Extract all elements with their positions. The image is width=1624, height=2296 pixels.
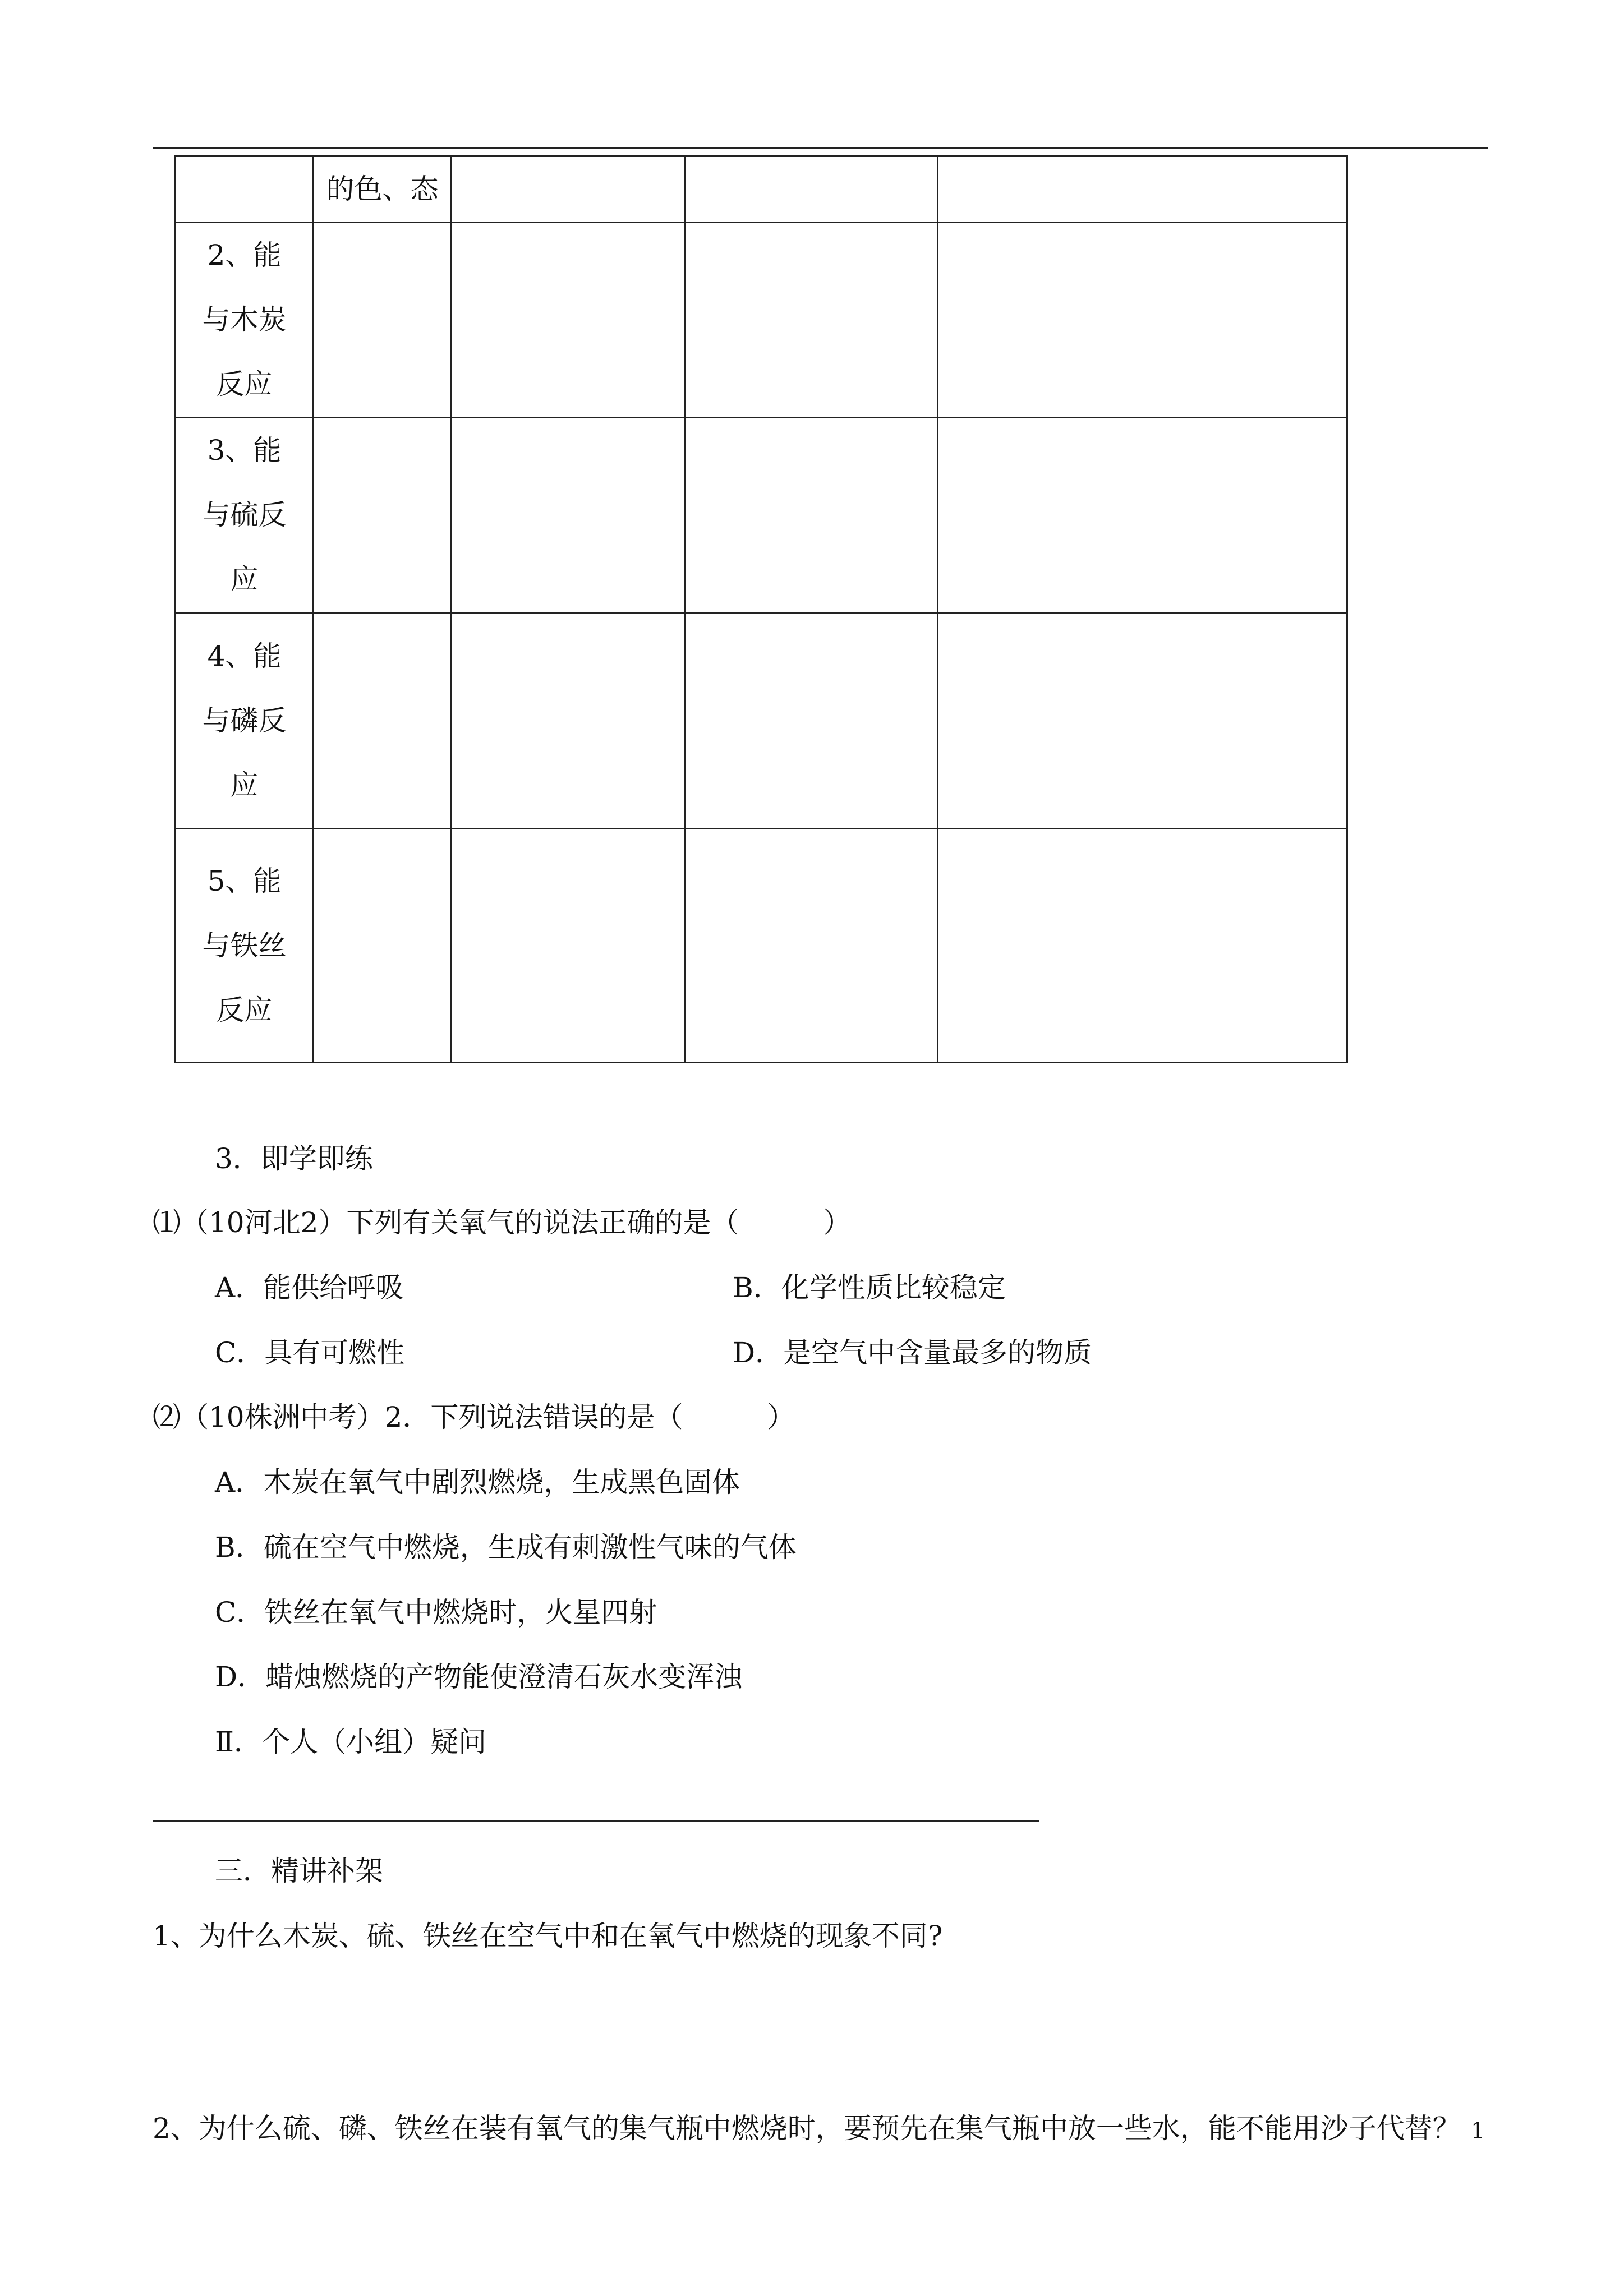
personal-questions-heading: Ⅱ．个人（小组）疑问 (215, 1726, 486, 1758)
row-label-charcoal: 2、能与木炭反应 (176, 223, 314, 418)
row-label-sulfur: 3、能与硫反应 (176, 418, 314, 613)
table-row (176, 223, 1347, 418)
explain-heading: 三．精讲补架 (215, 1855, 383, 1887)
table-cell (685, 829, 938, 1063)
table-cell (452, 418, 685, 613)
table-cell (938, 613, 1347, 829)
table-cell (452, 613, 685, 829)
question-2-option-d: D．蜡烛燃烧的产物能使澄清石灰水变浑浊 (215, 1661, 743, 1693)
question-2-option-a: A．木炭在氧气中剧烈燃烧，生成黑色固体 (215, 1466, 740, 1499)
table-cell (685, 418, 938, 613)
table-row (176, 418, 1347, 613)
table-cell (938, 156, 1347, 223)
table-cell (314, 418, 452, 613)
page-number: 1 (1471, 2118, 1485, 2144)
table-cell (685, 613, 938, 829)
row-label-iron-wire: 5、能与铁丝反应 (176, 829, 314, 1063)
table-cell (452, 829, 685, 1063)
question-1-stem: ⑴（10河北2）下列有关氧气的说法正确的是（ ） (153, 1206, 852, 1239)
table-row (176, 613, 1347, 829)
table-cell (938, 223, 1347, 418)
table-row (176, 829, 1347, 1063)
table-cell (685, 223, 938, 418)
table-cell (938, 829, 1347, 1063)
question-2-option-c: C．铁丝在氧气中燃烧时，火星四射 (215, 1596, 657, 1629)
question-1-option-d: D．是空气中含量最多的物质 (733, 1336, 1092, 1369)
question-1-option-c: C．具有可燃性 (215, 1336, 405, 1369)
question-1-option-b: B．化学性质比较稳定 (733, 1271, 1006, 1304)
question-1-option-a: A．能供给呼吸 (215, 1271, 404, 1304)
practice-heading: 3．即学即练 (215, 1142, 373, 1175)
table-cell: 的色、态 (314, 156, 452, 223)
table-cell (452, 156, 685, 223)
table-cell (176, 156, 314, 223)
answer-line (153, 1820, 1039, 1822)
table-cell (452, 223, 685, 418)
question-2-stem: ⑵（10株洲中考）2．下列说法错误的是（ ） (153, 1401, 795, 1433)
table-cell (314, 613, 452, 829)
explain-question-2: 2、为什么硫、磷、铁丝在装有氧气的集气瓶中燃烧时，要预先在集气瓶中放一些水，能不能用沙子代替？ (153, 2112, 1461, 2145)
row-label-phosphorus: 4、能与磷反应 (176, 613, 314, 829)
table-cell (314, 829, 452, 1063)
table-cell (938, 418, 1347, 613)
table-cell (685, 156, 938, 223)
explain-question-1: 1、为什么木炭、硫、铁丝在空气中和在氧气中燃烧的现象不同? (153, 1920, 943, 1952)
question-2-option-b: B．硫在空气中燃烧，生成有刺激性气味的气体 (215, 1531, 797, 1564)
table-row (176, 156, 1347, 223)
header-rule (153, 147, 1488, 149)
table-cell (314, 223, 452, 418)
experiment-table (174, 155, 1348, 1063)
